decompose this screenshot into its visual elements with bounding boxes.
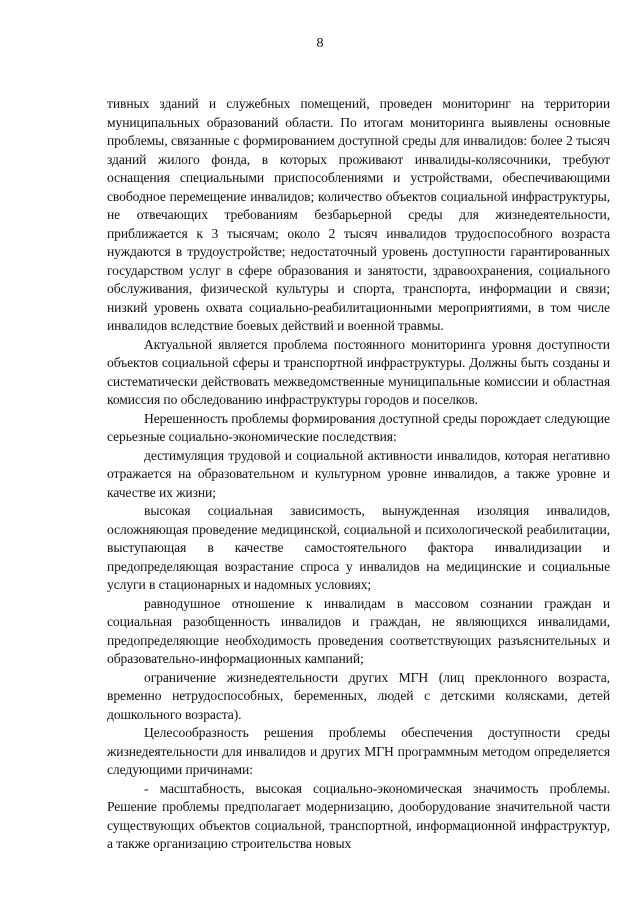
paragraph-program-method: Целесообразность решения проблемы обеспечения доступности среды жизнедеятельности для инвалидов и других МГН программным методом определяется следующими причинами: [107,725,610,777]
document-body [107,95,610,854]
paragraph-consequences-intro: Нерешенность проблемы формирования доступной среды порождает следующие серьезные социально-экономические последствия: [107,410,610,444]
paragraph-social-dependence: высокая социальная зависимость, вынужденная изоляция инвалидов, осложняющая проведение медицинской, социальной и психологической реабилитации, выступающая в качестве самостоятельного фактора инвалидизации и предопределяющая возрастание спроса у инвалидов на медицинские и социальные услуги в стационарных и надомных условиях; [107,503,610,592]
paragraph-monitoring-problem: Актуальной является проблема постоянного мониторинга уровня доступности объектов социальной сферы и транспортной инфраструктуры. Должны быть созданы и систематически действовать межведомственные муниципальные комиссии и областная комиссия по обследованию инфраструктуры городов и поселков. [107,336,610,407]
paragraph-continuation: тивных зданий и служебных помещений, проведен мониторинг на территории муниципальных образований области. По итогам мониторинга выявлены основные проблемы, связанные с формированием доступной среды для инвалидов: более 2 тысяч зданий жилого фонда, в которых проживают инвалиды-колясочники, требуют оснащения специальными приспособлениями и устройствами, обеспечивающими свободное перемещение инвалидов; количество объектов социальной инфраструктуры, не отвечающих требованиям безбарьерной среды для жизнедеятельности, приближается к 3 тысячам; около 2 тысяч инвалидов трудоспособного возраста нуждаются в трудоустройстве; недостаточный уровень доступности гарантированных государством услуг в сфере образования и занятости, здравоохранения, социального обслуживания, физической культуры и спорта, транспорта, информации и связи; низкий уровень охвата социально-реабилитационными мероприятиями, в том числе инвалидов вследствие боевых действий и военной травмы. [107,96,610,333]
page-number: 8 [316,36,324,51]
paragraph-scale-reason: - масштабность, высокая социально-экономическая значимость проблемы. Решение проблемы предполагает модернизацию, дооборудование значительной части существующих объектов социальной, транспортной, информационной инфраструктур, а также организацию строительства новых [107,780,610,851]
paragraph-indifferent-attitude: равнодушное отношение к инвалидам в массовом сознании граждан и социальная разобщенность инвалидов и граждан, не являющихся инвалидами, предопределяющие необходимость проведения соответствующих разъяснительных и образовательно-информационных кампаний; [107,595,610,666]
paragraph-limitation-mgn: ограничение жизнедеятельности других МГН (лиц преклонного возраста, временно нетрудоспособных, беременных, людей с детскими колясками, детей дошкольного возраста). [107,669,610,722]
paragraph-destimulation: дестимуляция трудовой и социальной активности инвалидов, которая негативно отражается на образовательном и культурном уровне инвалидов, а также уровне и качестве их жизни; [107,447,610,500]
